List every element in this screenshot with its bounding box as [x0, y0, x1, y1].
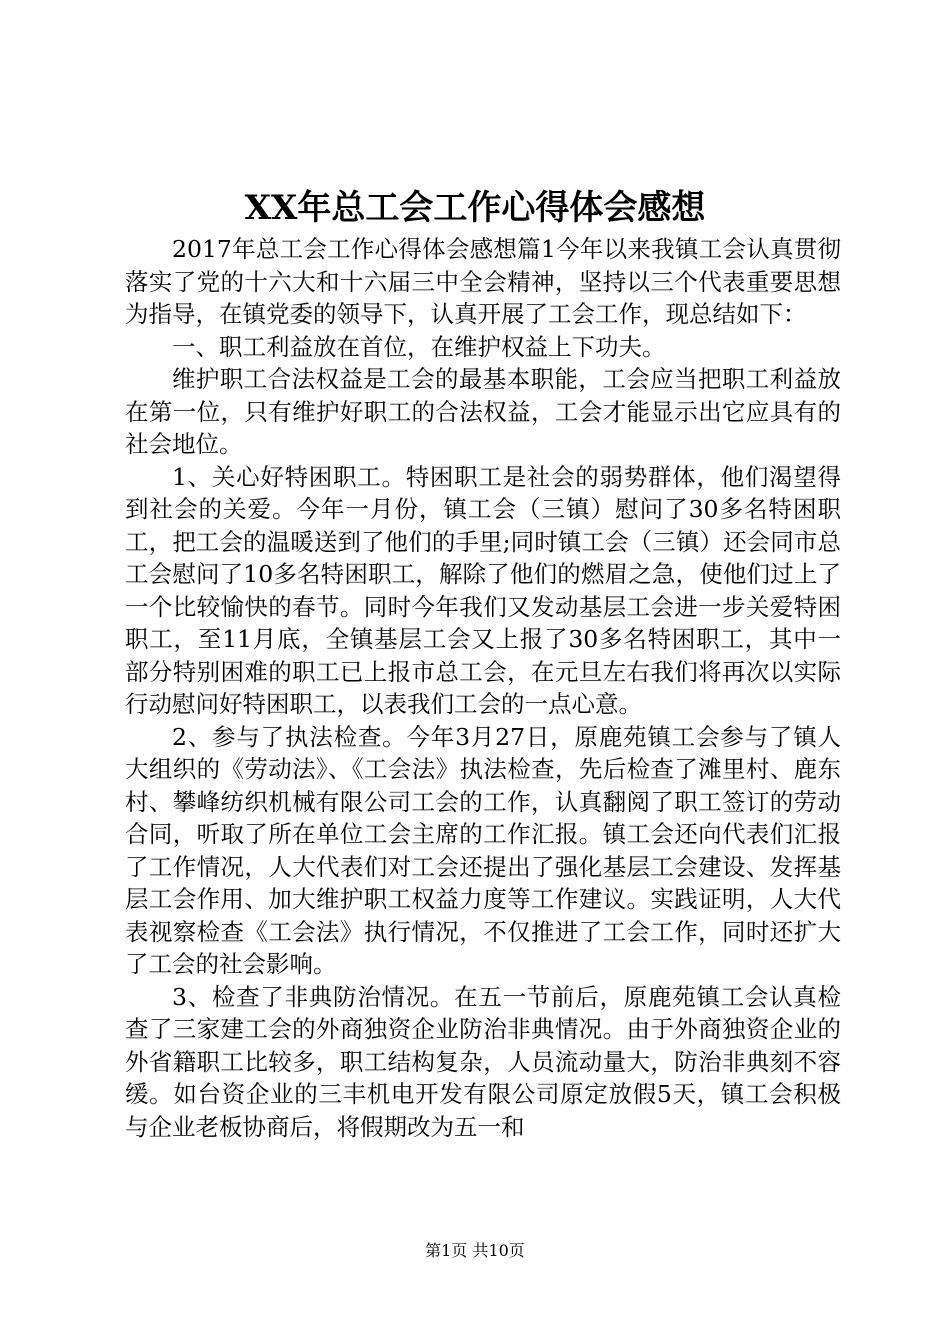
paragraph-item-1: 1、关心好特困职工。特困职工是社会的弱势群体，他们渴望得到社会的关爱。今年一月份，镇工会（三镇）慰问了30多名特困职工，把工会的温暖送到了他们的手里;同时镇工会（三镇）还会同市总工会慰问了10多名特困职工，解除了他们的燃眉之急，使他们过上了一个比较愉快的春节。同时今年我们又发动基层工会进一步关爱特困职工，至11月底，全镇基层工会又上报了30多名特困职工，其中一部分特别困难的职工已上报市总工会，在元旦左右我们将再次以实际行动慰问好特困职工，以表我们工会的一点心意。 — [125, 462, 841, 718]
paragraph-intro: 2017年总工会工作心得体会感想篇1今年以来我镇工会认真贯彻落实了党的十六大和十六届三中全会精神，坚持以三个代表重要思想为指导，在镇党委的领导下，认真开展了工会工作，现总结如下： — [125, 235, 841, 328]
page-footer: 第1页 共10页 — [425, 1241, 525, 1260]
document-title: XX年总工会工作心得体会感想 — [244, 188, 706, 228]
paragraph-item-3: 3、检查了非典防治情况。在五一节前后，原鹿苑镇工会认真检查了三家建工会的外商独资企业防治非典情况。由于外商独资企业的外省籍职工比较多，职工结构复杂，人员流动量大，防治非典刻不容缓。如台资企业的三丰机电开发有限公司原定放假5天，镇工会积极与企业老板协商后，将假期改为五一和 — [125, 982, 841, 1141]
paragraph-item-2: 2、参与了执法检查。今年3月27日，原鹿苑镇工会参与了镇人大组织的《劳动法》、《工会法》执法检查，先后检查了滩里村、鹿东村、攀峰纺织机械有限公司工会的工作，认真翻阅了职工签订的劳动合同，听取了所在单位工会主席的工作汇报。镇工会还向代表们汇报了工作情况，人大代表们对工会还提出了强化基层工会建设、发挥基层工会作用、加大维护职工权益力度等工作建议。实践证明，人大代表视察检查《工会法》执行情况，不仅推进了工会工作，同时还扩大了工会的社会影响。 — [125, 722, 841, 978]
paragraph-heading-1: 一、职工利益放在首位，在维护权益上下功夫。 — [172, 332, 666, 361]
paragraph-rights: 维护职工合法权益是工会的最基本职能，工会应当把职工利益放在第一位，只有维护好职工的合法权益，工会才能显示出它应具有的社会地位。 — [125, 365, 841, 458]
document-body — [125, 233, 841, 1143]
